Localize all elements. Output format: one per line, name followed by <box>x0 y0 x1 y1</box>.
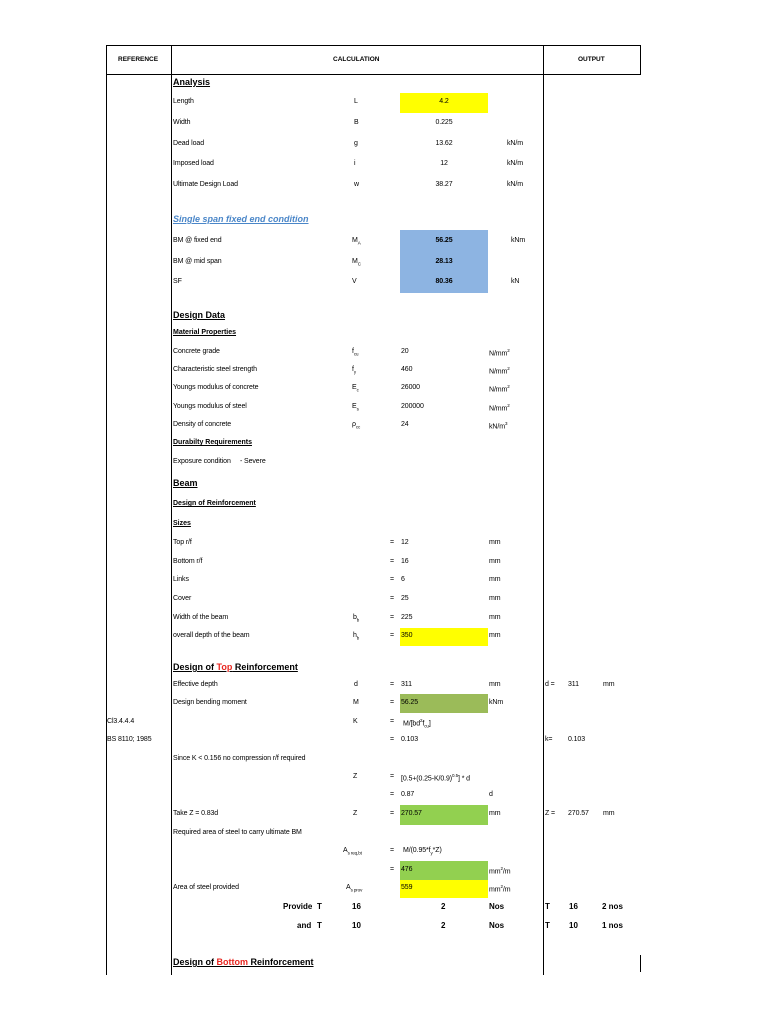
size-eq: = <box>390 632 394 639</box>
provide-n-2: 2 <box>441 921 446 930</box>
analysis-label: Width <box>173 119 191 126</box>
k-symbol: K <box>353 718 358 725</box>
size-unit: mm <box>489 576 501 583</box>
material-sym-sub: y <box>353 369 357 375</box>
as-prov-value: 559 <box>401 884 413 891</box>
required-area-label: Required area of steel to carry ultimate BM <box>173 829 302 836</box>
k-value-eq: = <box>390 736 394 743</box>
k-eq: = <box>390 718 394 725</box>
effective-depth-eq: = <box>390 681 394 688</box>
design-data-title: Design Data <box>173 310 226 320</box>
analysis-label: Imposed load <box>173 160 214 167</box>
material-sym: f <box>352 348 354 355</box>
material-unit-sup: 2 <box>507 366 510 371</box>
as-req-unit-sup: 2 <box>500 866 503 871</box>
provide-nos-2: Nos <box>489 921 505 930</box>
frame-right-tail <box>640 955 641 972</box>
size-eq: = <box>390 595 394 602</box>
as-prov-highlight <box>400 880 488 898</box>
size-eq: = <box>390 539 394 546</box>
size-value: 25 <box>401 595 409 602</box>
z-eq: = <box>390 773 394 780</box>
material-label: Concrete grade <box>173 348 220 355</box>
fixed-unit: kNm <box>511 237 526 244</box>
effective-depth-value: 311 <box>401 681 412 688</box>
fixed-sym: M <box>352 237 358 244</box>
size-label: Top r/f <box>173 539 192 546</box>
effective-depth-label: Effective depth <box>173 681 218 688</box>
as-req-symbol <box>343 847 362 855</box>
analysis-symbol: L <box>354 98 358 105</box>
fixed-value: 56.25 <box>435 237 453 244</box>
material-unit <box>489 366 510 375</box>
z-formula: $[0.5+(0.25-K/0.9)^{0.5}] * d$ <box>401 773 470 783</box>
analysis-value: 0.225 <box>435 119 453 126</box>
analysis-unit: kN/m <box>507 181 523 188</box>
analysis-symbol: w <box>354 181 359 188</box>
z-symbol: Z <box>353 773 358 780</box>
as-prov-unit <box>489 884 510 893</box>
material-sym-sub: c <box>356 387 359 393</box>
material-sym-sub: cc <box>355 424 361 430</box>
frame-right <box>640 45 641 75</box>
output-n-1: 2 nos <box>602 902 623 911</box>
provide-word-1: Provide <box>283 902 313 911</box>
bending-moment-eq: = <box>390 699 394 706</box>
material-properties-title: Material Properties <box>173 329 237 336</box>
frame-header-bottom <box>106 74 641 75</box>
exposure-condition: Exposure condition - Severe <box>173 458 266 465</box>
material-sym-sub: s <box>356 406 359 412</box>
material-label: Density of concrete <box>173 421 232 428</box>
material-label: Characteristic steel strength <box>173 366 257 373</box>
header-reference: REFERENCE <box>118 56 159 63</box>
analysis-symbol: B <box>354 119 359 126</box>
fixed-label: SF <box>173 278 182 285</box>
analysis-unit: kN/m <box>507 140 523 147</box>
material-unit <box>489 348 510 357</box>
material-sym: f <box>352 366 354 373</box>
size-label: Width of the beam <box>173 614 229 621</box>
material-symbol <box>352 403 359 411</box>
output-z-label: Z = <box>545 810 556 817</box>
output-d-label: d = <box>545 681 555 688</box>
analysis-title: Analysis <box>173 77 211 87</box>
material-unit-sup: 2 <box>507 384 510 389</box>
size-unit: mm <box>489 632 501 639</box>
analysis-symbol: i <box>354 160 356 167</box>
material-unit-text: N/mm <box>489 350 508 358</box>
provide-n-1: 2 <box>441 902 446 911</box>
material-value: 24 <box>401 421 409 428</box>
size-value: 350 <box>401 632 413 639</box>
as-prov-unit-sup: 2 <box>500 884 503 889</box>
as-prov-unit-text: mm <box>489 886 501 894</box>
take-z-label: Take Z = 0.83d <box>173 810 219 817</box>
bending-moment-unit: kNm <box>489 699 504 706</box>
material-unit-text: N/mm <box>489 405 508 413</box>
size-unit: mm <box>489 558 501 565</box>
provide-dia-2: 10 <box>352 921 361 930</box>
take-z-symbol: Z <box>353 810 358 817</box>
title-suffix: Reinforcement <box>232 662 298 672</box>
material-unit-text: N/mm <box>489 386 508 394</box>
material-unit-sup: 2 <box>507 348 510 353</box>
sizes-title: Sizes <box>173 520 191 527</box>
depth-highlight <box>400 628 488 646</box>
output-dia-2: 10 <box>569 921 578 930</box>
size-eq: = <box>390 558 394 565</box>
size-unit: mm <box>489 539 501 546</box>
output-n-2: 1 nos <box>602 921 623 930</box>
fixed-sym: M <box>352 258 358 265</box>
size-value: 6 <box>401 576 405 583</box>
fixed-symbol <box>352 278 357 286</box>
analysis-value: 13.62 <box>435 140 453 147</box>
material-sym: E <box>352 384 357 391</box>
output-d-value: 311 <box>568 681 579 688</box>
material-unit-text: kN/m <box>489 423 505 431</box>
bending-moment-symbol: M <box>353 699 359 706</box>
ref-clause: Cl3.4.4.4 <box>107 718 135 725</box>
title-prefix: Design of <box>173 662 217 672</box>
provide-t-1: T <box>317 902 322 911</box>
material-unit-sup: 2 <box>507 403 510 408</box>
fixed-symbol <box>352 237 361 245</box>
size-symbol <box>353 632 359 640</box>
size-label: overall depth of the beam <box>173 632 250 639</box>
effective-depth-unit: mm <box>489 681 501 688</box>
provide-word-2: and <box>297 921 312 930</box>
k-formula-text: M/[bd <box>403 720 421 728</box>
frame-top <box>106 45 641 46</box>
output-t-1: T <box>545 902 550 911</box>
size-sym-sub: b <box>356 617 360 623</box>
provide-nos-1: Nos <box>489 902 505 911</box>
size-value: 16 <box>401 558 409 565</box>
fixed-label: BM @ fixed end <box>173 237 222 244</box>
as-req-highlight <box>400 861 488 880</box>
as-req-unit-post: /m <box>502 868 511 876</box>
material-value: 26000 <box>401 384 420 391</box>
size-label: Bottom r/f <box>173 558 203 565</box>
fixed-end-title: Single span fixed end condition <box>173 214 309 224</box>
material-sym-sub: cu <box>353 351 359 357</box>
as-prov-unit-post: /m <box>502 886 511 894</box>
material-sym: ρ <box>352 421 356 428</box>
header-calculation: CALCULATION <box>333 56 380 63</box>
provide-dia-1: 16 <box>352 902 361 911</box>
beam-title: Beam <box>173 478 198 488</box>
take-z-unit: mm <box>489 810 501 817</box>
as-req-formula-text: M/(0.95*f <box>403 847 431 854</box>
z-ratio-unit: d <box>489 791 493 798</box>
output-k-value: 0.103 <box>568 736 586 743</box>
size-value: 12 <box>401 539 409 546</box>
size-unit: mm <box>489 614 501 621</box>
as-prov-sub: s prov <box>350 887 363 893</box>
material-unit-text: N/mm <box>489 368 508 376</box>
fixed-value: 80.36 <box>435 278 453 285</box>
size-sym-sub: b <box>356 635 360 641</box>
k-value: 0.103 <box>401 736 419 743</box>
analysis-label: Ultimate Design Load <box>173 181 238 188</box>
fixed-label: BM @ mid span <box>173 258 222 265</box>
material-value: 460 <box>401 366 413 373</box>
fixed-unit: kN <box>511 278 520 285</box>
bottom-title-word: Bottom <box>216 957 249 967</box>
as-req-unit-text: mm <box>489 868 501 876</box>
bending-moment-label: Design bending moment <box>173 699 247 706</box>
analysis-unit: kN/m <box>507 160 523 167</box>
durability-title: Durabilty Requirements <box>173 439 252 446</box>
ref-code: BS 8110; 1985 <box>107 736 152 743</box>
output-d-unit: mm <box>603 681 615 688</box>
size-unit: mm <box>489 595 501 602</box>
material-unit <box>489 421 507 430</box>
fixed-sym-sub: A <box>357 240 361 246</box>
top-reinforcement-title <box>173 662 298 672</box>
as-req-eq: = <box>390 847 394 854</box>
fixed-value: 28.13 <box>435 258 453 265</box>
as-req-value: 476 <box>401 866 413 873</box>
size-symbol <box>353 614 359 622</box>
z-ratio: 0.87 <box>401 791 415 798</box>
output-z-value: 270.57 <box>568 810 589 817</box>
material-symbol <box>352 421 360 429</box>
frame-col1 <box>171 45 172 975</box>
output-dia-1: 16 <box>569 902 578 911</box>
as-req-unit <box>489 866 510 875</box>
effective-depth-symbol: d <box>354 681 358 688</box>
k-formula: $M/[bd^2f_{cu}]$ <box>403 718 431 729</box>
z-formula-text: [0.5+(0.25-K/0.9) <box>401 775 453 783</box>
size-sym: b <box>353 614 357 621</box>
material-value: 20 <box>401 348 409 355</box>
as-prov-sym: A <box>346 884 351 891</box>
output-t-2: T <box>545 921 550 930</box>
bottom-title-prefix: Design of <box>173 957 217 967</box>
material-unit <box>489 384 510 393</box>
frame-left <box>106 45 107 975</box>
analysis-value: 4.2 <box>439 98 449 105</box>
take-z-eq: = <box>390 810 394 817</box>
material-unit <box>489 403 510 412</box>
as-prov-symbol <box>346 884 362 892</box>
title-top-word: Top <box>216 662 233 672</box>
material-label: Youngs modulus of concrete <box>173 384 259 391</box>
as-req-value-eq: = <box>390 866 394 873</box>
take-z-value: 270.57 <box>401 810 422 817</box>
material-symbol <box>352 348 358 356</box>
as-req-sub: s req,bt <box>347 850 362 856</box>
bending-moment-value: 56.25 <box>401 699 419 706</box>
material-symbol <box>352 366 356 374</box>
design-reinforcement-title: Design of Reinforcement <box>173 500 256 507</box>
size-sym: h <box>353 632 357 639</box>
analysis-symbol: g <box>354 140 358 147</box>
size-eq: = <box>390 614 394 621</box>
since-note: Since K < 0.156 no compression r/f required <box>173 755 306 762</box>
size-value: 225 <box>401 614 413 621</box>
output-k-label: k= <box>545 736 553 743</box>
as-req-formula: $M/(0.95*f_y*Z)$ <box>403 847 442 856</box>
material-value: 200000 <box>401 403 424 410</box>
material-sym: E <box>352 403 357 410</box>
fixed-sym-sub: C <box>357 261 361 267</box>
area-provided-label: Area of steel provided <box>173 884 239 891</box>
fixed-sym: V <box>352 278 357 285</box>
material-label: Youngs modulus of steel <box>173 403 247 410</box>
fixed-symbol <box>352 258 361 266</box>
provide-t-2: T <box>317 921 322 930</box>
analysis-value: 12 <box>440 160 448 167</box>
analysis-label: Dead load <box>173 140 205 147</box>
size-label: Links <box>173 576 189 583</box>
material-unit-sup: 3 <box>504 421 508 426</box>
size-label: Cover <box>173 595 192 602</box>
material-symbol <box>352 384 359 392</box>
z-ratio-eq: = <box>390 791 394 798</box>
header-output: OUTPUT <box>578 56 605 63</box>
bottom-title-suffix: Reinforcement <box>248 957 314 967</box>
size-eq: = <box>390 576 394 583</box>
frame-col2 <box>543 45 544 975</box>
analysis-value: 38.27 <box>435 181 453 188</box>
output-z-unit: mm <box>603 810 615 817</box>
bottom-reinforcement-title <box>173 957 314 967</box>
analysis-label: Length <box>173 98 194 105</box>
as-req-sym: A <box>343 847 348 854</box>
